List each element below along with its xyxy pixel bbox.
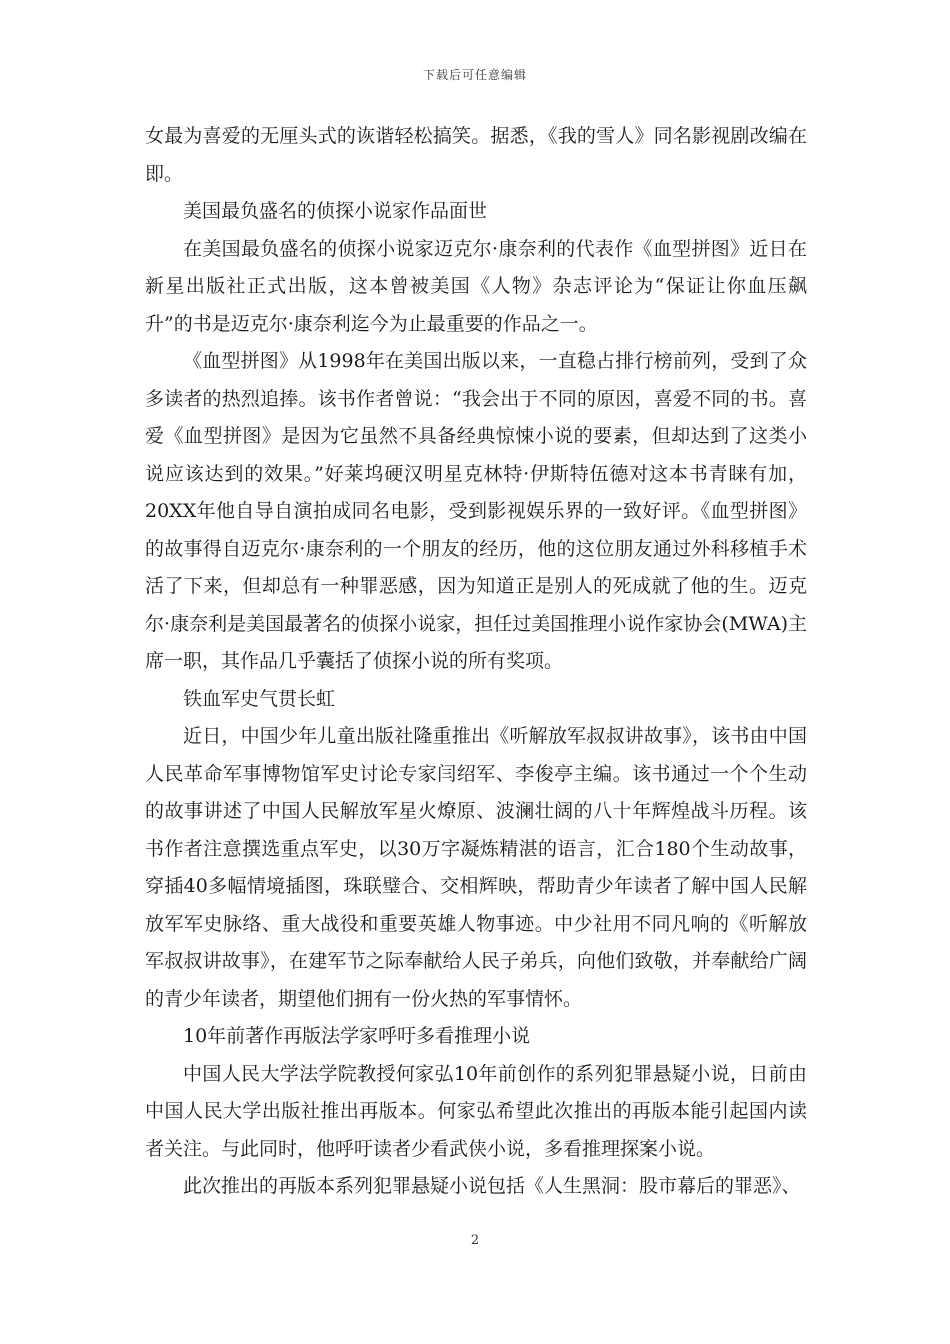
paragraph: 中国人民大学法学院教授何家弘10年前创作的系列犯罪悬疑小说，日前由中国人民大学出版社推出再版本。何家弘希望此次推出的再版本能引起国内读者关注。与此同时，他呼吁读者少看武侠小说，多看推理探案小说。 — [145, 1062, 807, 1160]
paragraph: 近日，中国少年儿童出版社隆重推出《听解放军叔叔讲故事》，该书由中国人民革命军事博物馆军史讨论专家闫绍军、李俊亭主编。该书通过一个个生动的故事讲述了中国人民解放军星火燎原、波澜壮阔的八十年辉煌战斗历程。该书作者注意撰选重点军史，以30万字凝炼精湛的语言，汇合180个生动故事，穿插40多幅情境插图，珠联璧合、交相辉映，帮助青少年读者了解中国人民解放军军史脉络、重大战役和重要英雄人物事迹。中少社用不同凡响的《听解放军叔叔讲故事》，在建军节之际奉献给人民子弟兵，向他们致敬，并奉献给广阔的青少年读者，期望他们拥有一份火热的军事情怀。 — [145, 725, 807, 1010]
paragraph: 在美国最负盛名的侦探小说家迈克尔·康奈利的代表作《血型拼图》近日在新星出版社正式出版，这本曾被美国《人物》杂志评论为“保证让你血压飙升”的书是迈克尔·康奈利迄今为止最重要的作品之一。 — [145, 237, 807, 335]
section-heading: 美国最负盛名的侦探小说家作品面世 — [183, 200, 488, 222]
document-body — [145, 118, 807, 1206]
paragraph: 《血型拼图》从1998年在美国出版以来，一直稳占排行榜前列，受到了众多读者的热烈追捧。该书作者曾说：“我会出于不同的原因，喜爱不同的书。喜爱《血型拼图》是因为它虽然不具备经典惊悚小说的要素，但却达到了这类小说应该达到的效果。”好莱坞硬汉明星克林特·伊斯特伍德对这本书青睐有加，20XX年他自导自演拍成同名电影，受到影视娱乐界的一致好评。《血型拼图》的故事得自迈克尔·康奈利的一个朋友的经历，他的这位朋友通过外科移植手术活了下来，但却总有一种罪恶感，因为知道正是别人的死成就了他的生。迈克尔·康奈利是美国最著名的侦探小说家，担任过美国推理小说作家协会(MWA)主席一职，其作品几乎囊括了侦探小说的所有奖项。 — [145, 350, 807, 672]
paragraph: 此次推出的再版本系列犯罪悬疑小说包括《人生黑洞：股市幕后的罪恶》、 — [183, 1175, 801, 1197]
page-header: 下载后可任意编辑 — [422, 68, 527, 82]
section-heading: 铁血军史气贯长虹 — [183, 687, 336, 710]
section-heading: 10年前著作再版法学家呼吁多看推理小说 — [183, 1025, 531, 1047]
paragraph: 女最为喜爱的无厘头式的诙谐轻松搞笑。据悉，《我的雪人》同名影视剧改编在即。 — [145, 125, 807, 185]
page-number: 2 — [470, 1233, 480, 1248]
